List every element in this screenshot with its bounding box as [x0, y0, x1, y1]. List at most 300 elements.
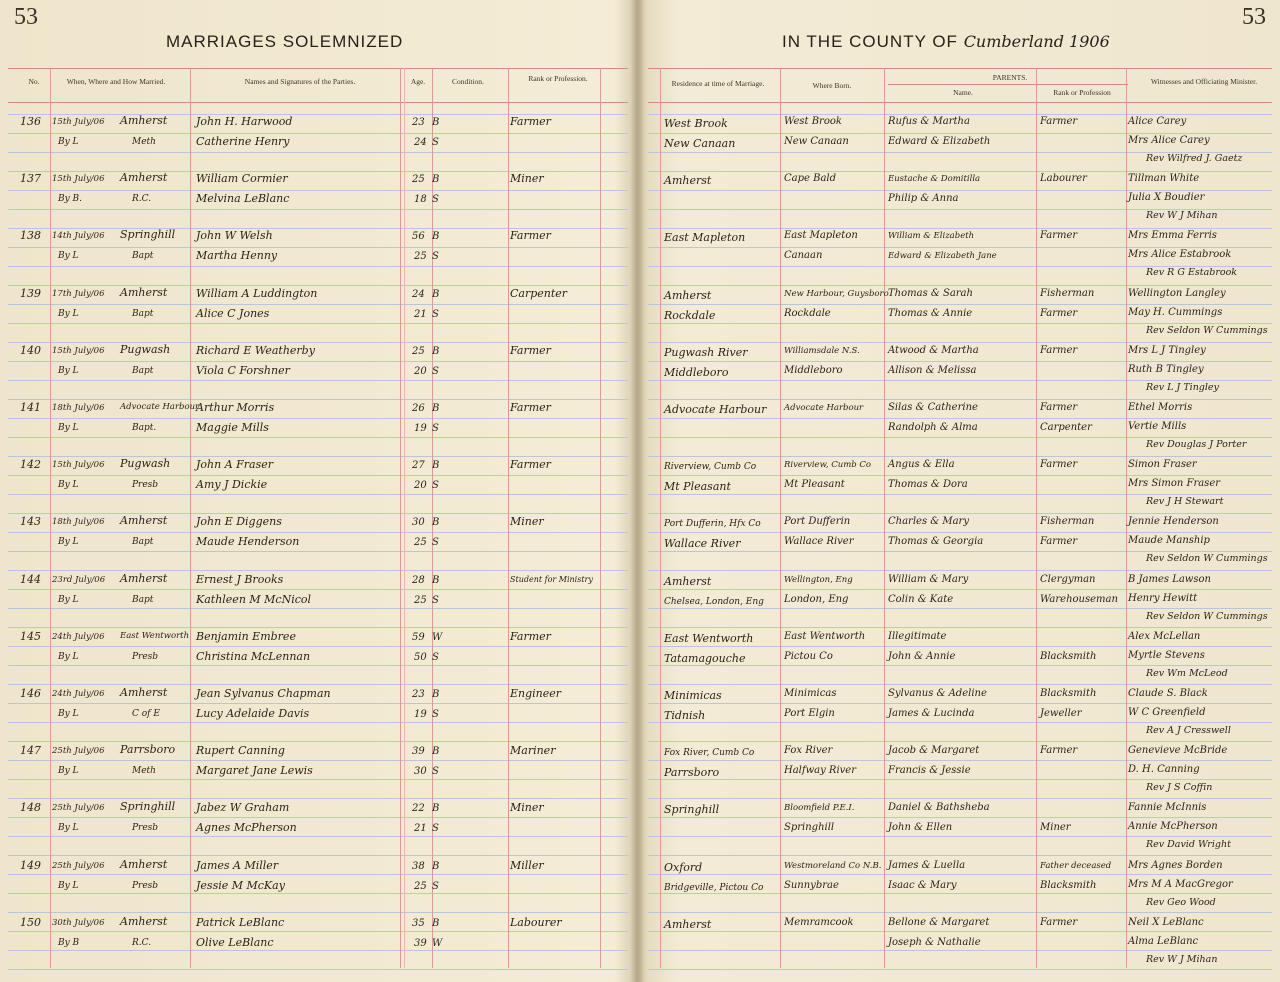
groom-profession: Student for Ministry [510, 574, 593, 584]
entry-number: 141 [20, 401, 41, 414]
groom-condition: B [432, 746, 440, 758]
groom-profession: Mariner [510, 744, 556, 758]
bride-parents: Thomas & Georgia [888, 536, 984, 548]
groom-condition: B [432, 345, 440, 357]
ruled-line [8, 684, 628, 685]
groom-parents-profession: Fisherman [1040, 287, 1095, 299]
groom-residence: Oxford [664, 860, 703, 874]
marriage-date: 25th July/06 [52, 803, 105, 814]
ruled-line [648, 798, 1272, 799]
groom-age: 39 [412, 746, 425, 758]
ruled-line [648, 114, 1272, 115]
page-number-right: 53 [1242, 4, 1266, 30]
ruled-line [8, 836, 628, 837]
ruled-line [648, 646, 1272, 647]
groom-parents-profession: Farmer [1040, 344, 1078, 356]
witness-1: Jennie Henderson [1128, 516, 1219, 528]
ruled-line [8, 513, 628, 514]
denomination: Presb [132, 823, 159, 834]
groom-condition: B [432, 917, 440, 929]
bride-condition: S [432, 537, 439, 549]
groom-condition: B [432, 689, 440, 700]
groom-birthplace: East Mapleton [784, 230, 858, 242]
marriage-date: 15th July/06 [52, 174, 105, 185]
bride-parents-profession: Blacksmith [1040, 650, 1097, 662]
witness-1: B James Lawson [1128, 573, 1211, 585]
witness-2: Ruth B Tingley [1128, 363, 1204, 375]
groom-name: Ernest J Brooks [196, 572, 284, 586]
bride-birthplace: New Canaan [784, 136, 849, 147]
witness-1: Genevieve McBride [1128, 745, 1228, 757]
bride-parents: Colin & Kate [888, 593, 954, 605]
marriage-date: 25th July/06 [52, 746, 105, 757]
marriage-place: Amherst [120, 114, 168, 127]
groom-name: Arthur Morris [196, 401, 275, 414]
groom-parents: Daniel & Bathsheba [888, 802, 990, 814]
ruled-line [8, 779, 628, 780]
groom-residence: Amherst [664, 574, 712, 588]
bride-condition: S [432, 594, 439, 606]
ruled-line [8, 475, 628, 476]
marriage-date: 17th July/06 [52, 288, 105, 299]
header-age: Age. [410, 77, 426, 86]
ruled-line [648, 608, 1272, 609]
marriage-how: By L [58, 709, 79, 719]
ruled-line [648, 171, 1272, 172]
groom-residence: Riverview, Cumb Co [664, 462, 757, 473]
groom-condition: B [432, 460, 440, 472]
header-parent-rank: Rank or Profession [1053, 88, 1111, 97]
bride-birthplace: Springhill [784, 822, 835, 834]
groom-birthplace: Memramcook [784, 916, 854, 928]
groom-birthplace: Williamsdale N.S. [784, 345, 860, 356]
denomination: Meth [132, 137, 156, 147]
bride-parents: Isaac & Mary [888, 879, 957, 891]
groom-parents-profession: Farmer [1040, 459, 1078, 471]
groom-age: 30 [412, 517, 425, 529]
marriage-how: By B. [58, 194, 83, 205]
bride-condition: S [432, 365, 439, 377]
ruled-line [648, 627, 1272, 628]
groom-residence: West Brook [664, 117, 728, 130]
witness-2: Vertie Mills [1128, 421, 1187, 432]
groom-parents: Angus & Ella [888, 459, 955, 471]
bride-age: 21 [414, 308, 427, 320]
groom-residence: Port Dufferin, Hfx Co [664, 519, 761, 530]
denomination: R.C. [132, 194, 152, 205]
groom-parents-profession: Fisherman [1040, 516, 1095, 528]
bride-birthplace: Canaan [784, 250, 823, 262]
entry-number: 137 [20, 172, 41, 186]
groom-parents-profession: Labourer [1040, 173, 1087, 185]
bride-birthplace: London, Eng [784, 593, 849, 605]
groom-profession: Miner [510, 801, 544, 815]
groom-parents-profession: Blacksmith [1040, 688, 1097, 699]
ruled-line [8, 950, 628, 951]
bride-name: Olive LeBlanc [196, 935, 274, 949]
ruled-line [8, 532, 628, 533]
groom-birthplace: Westmoreland Co N.B. [784, 860, 882, 871]
groom-parents-profession: Farmer [1040, 745, 1078, 757]
bride-residence: Wallace River [664, 537, 741, 551]
witness-2: Mrs M A MacGregor [1128, 878, 1233, 890]
bride-condition: S [432, 251, 439, 263]
ruled-line [8, 304, 628, 305]
bride-age: 20 [414, 365, 427, 377]
denomination: Meth [132, 766, 156, 777]
witness-1: Mrs Emma Ferris [1128, 230, 1217, 242]
marriage-place: Advocate Harbour [120, 402, 200, 412]
officiating-minister: Rev L J Tingley [1146, 381, 1219, 393]
witness-1: Ethel Morris [1128, 402, 1193, 413]
ruled-line [8, 133, 628, 134]
entry-number: 145 [20, 629, 41, 643]
bride-birthplace: Rockdale [784, 307, 831, 319]
groom-parents-profession: Clergyman [1040, 573, 1096, 585]
denomination: Presb [132, 651, 159, 662]
groom-profession: Farmer [510, 629, 551, 643]
officiating-minister: Rev Douglas J Porter [1146, 439, 1247, 450]
header-born: Where Born. [812, 81, 852, 90]
officiating-minister: Rev Seldon W Cummings [1146, 324, 1268, 336]
column-rule [1036, 68, 1037, 968]
ruled-line [648, 494, 1272, 495]
denomination: Bapt [132, 594, 154, 605]
groom-age: 59 [412, 631, 425, 643]
entry-number: 149 [20, 858, 41, 872]
ruled-line [8, 380, 628, 381]
groom-profession: Engineer [510, 687, 562, 700]
officiating-minister: Rev W J Mihan [1146, 953, 1218, 965]
ruled-line [8, 665, 628, 666]
marriage-date: 23rd July/06 [52, 574, 106, 585]
ruled-line [648, 456, 1272, 457]
bride-parents: Joseph & Nathalie [888, 936, 981, 948]
witness-1: Simon Fraser [1128, 459, 1197, 471]
groom-residence: East Wentworth [664, 631, 754, 645]
ruled-line [8, 874, 628, 875]
bride-parents-profession: Farmer [1040, 536, 1078, 548]
groom-birthplace: Minimicas [784, 688, 837, 699]
witness-1: Alice Carey [1128, 116, 1187, 127]
column-rule [660, 68, 661, 968]
marriage-how: By L [58, 766, 79, 777]
ruled-line [648, 589, 1272, 590]
marriage-place: Pugwash [120, 342, 171, 356]
entry-number: 142 [20, 458, 41, 472]
witness-2: W C Greenfield [1128, 707, 1206, 718]
entry-number: 144 [20, 572, 41, 586]
groom-condition: W [432, 631, 443, 643]
bride-name: Alice C Jones [196, 306, 270, 320]
groom-age: 28 [412, 574, 425, 586]
marriage-how: By L [58, 651, 79, 662]
ruled-line [8, 627, 628, 628]
ruled-line [8, 646, 628, 647]
ruled-line [648, 931, 1272, 932]
marriage-date: 30th July/06 [52, 917, 105, 928]
ruled-line [648, 665, 1272, 666]
ruled-line [648, 304, 1272, 305]
marriage-place: Springhill [120, 800, 176, 814]
groom-condition: B [432, 403, 440, 414]
ruled-line [648, 741, 1272, 742]
marriage-date: 18th July/06 [52, 517, 105, 528]
ruled-line [648, 475, 1272, 476]
bride-age: 19 [414, 423, 427, 434]
bride-condition: S [432, 651, 439, 663]
bride-age: 18 [414, 194, 427, 206]
groom-residence: Amherst [664, 917, 712, 931]
denomination: Bapt [132, 537, 154, 548]
bride-condition: S [432, 480, 439, 492]
ruled-line [648, 133, 1272, 134]
groom-profession: Farmer [510, 401, 551, 414]
column-rule [190, 68, 191, 968]
groom-age: 22 [412, 803, 425, 815]
column-rule [404, 68, 405, 968]
bride-name: Melvina LeBlanc [196, 192, 290, 206]
groom-residence: East Mapleton [664, 231, 746, 245]
ruled-line [648, 912, 1272, 913]
column-rule [508, 68, 509, 968]
bride-age: 25 [414, 537, 427, 549]
ruled-line [648, 418, 1272, 419]
ruled-line [8, 912, 628, 913]
marriage-place: Amherst [120, 857, 168, 871]
marriage-place: Parrsboro [120, 743, 176, 757]
officiating-minister: Rev R G Estabrook [1146, 267, 1238, 279]
groom-condition: B [432, 231, 440, 243]
groom-profession: Farmer [510, 115, 551, 128]
groom-parents-profession: Father deceased [1040, 860, 1112, 871]
ruled-line [8, 931, 628, 932]
groom-name: James A Miller [196, 858, 279, 872]
ruled-line [648, 570, 1272, 571]
groom-parents: Rufus & Martha [888, 116, 970, 127]
groom-profession: Miner [510, 172, 544, 186]
entry-number: 138 [20, 229, 41, 243]
groom-name: William Cormier [196, 172, 288, 186]
groom-name: Richard E Weatherby [196, 343, 315, 357]
book-spine [630, 0, 644, 982]
bride-parents-profession: Miner [1040, 822, 1071, 834]
bride-residence: Rockdale [664, 308, 716, 322]
groom-age: 38 [412, 860, 425, 872]
bride-name: Christina McLennan [196, 649, 311, 663]
ruled-line [648, 532, 1272, 533]
denomination: C of E [132, 709, 160, 719]
bride-parents: Randolph & Alma [888, 422, 978, 433]
groom-age: 26 [412, 403, 425, 414]
bride-parents: Francis & Jessie [888, 765, 971, 777]
marriage-place: Amherst [120, 171, 168, 185]
groom-birthplace: East Wentworth [784, 630, 866, 642]
bride-name: Lucy Adelaide Davis [196, 707, 310, 720]
ruled-line [648, 779, 1272, 780]
denomination: Presb [132, 880, 159, 891]
groom-age: 56 [412, 231, 425, 243]
groom-condition: B [432, 860, 440, 872]
bride-condition: S [432, 137, 439, 148]
groom-residence: Springhill [664, 803, 720, 817]
groom-birthplace: Fox River [784, 745, 833, 757]
page-title-right [782, 32, 1110, 52]
witness-2: Annie McPherson [1128, 821, 1218, 833]
ruled-line [648, 684, 1272, 685]
header-residence: Residence at time of Marriage. [671, 79, 765, 88]
ruled-line [8, 855, 628, 856]
groom-age: 23 [412, 117, 425, 128]
header-condition: Condition. [452, 77, 484, 86]
bride-birthplace: Port Elgin [784, 708, 835, 719]
ruled-line [8, 741, 628, 742]
bride-condition: S [432, 880, 439, 892]
witness-2: Henry Hewitt [1128, 592, 1198, 604]
marriage-place: Springhill [120, 228, 176, 242]
witness-2: Mrs Alice Estabrook [1128, 249, 1232, 261]
page-number-left: 53 [14, 4, 38, 30]
bride-parents: Thomas & Dora [888, 479, 968, 491]
bride-birthplace: Middleboro [784, 364, 843, 376]
ruled-line [648, 950, 1272, 951]
ruled-line [8, 817, 628, 818]
groom-name: Jabez W Graham [196, 801, 290, 815]
header-rank: Rank or Profession. [528, 74, 588, 83]
header-no: No. [28, 77, 40, 86]
groom-birthplace: Bloomfield P.E.I. [784, 803, 855, 814]
bride-name: Viola C Forshner [196, 363, 290, 377]
ruled-line [8, 361, 628, 362]
groom-parents: Atwood & Martha [888, 344, 979, 356]
bride-parents-profession: Warehouseman [1040, 593, 1118, 605]
header-parents: PARENTS. [992, 73, 1028, 82]
column-rule [1126, 68, 1127, 968]
bride-name: Jessie M McKay [196, 878, 285, 892]
marriage-date: 24th July/06 [52, 631, 105, 642]
marriage-how: By L [58, 880, 79, 891]
witness-1: Fannie McInnis [1128, 802, 1207, 814]
bride-birthplace: Sunnybrae [784, 879, 839, 891]
ruled-line [648, 342, 1272, 343]
header-rule-bottom-left [8, 102, 628, 103]
groom-name: John E Diggens [196, 515, 282, 529]
marriage-place: Amherst [120, 571, 168, 585]
marriage-date: 14th July/06 [52, 231, 105, 242]
bride-parents-profession: Jeweller [1040, 708, 1082, 719]
witness-2: Mrs Simon Fraser [1128, 478, 1221, 490]
ruled-line [648, 361, 1272, 362]
groom-name: Patrick LeBlanc [196, 915, 285, 929]
bride-parents: John & Annie [888, 650, 956, 662]
marriage-place: Amherst [120, 686, 168, 699]
entry-number: 148 [20, 801, 41, 815]
ruled-line [648, 703, 1272, 704]
marriage-how: By L [58, 537, 79, 548]
groom-residence: Amherst [664, 174, 712, 188]
column-rule [50, 68, 51, 968]
groom-parents: Thomas & Sarah [888, 287, 973, 299]
bride-age: 24 [414, 137, 427, 148]
groom-parents: Charles & Mary [888, 516, 969, 528]
groom-profession: Miner [510, 515, 544, 529]
bride-birthplace: Wallace River [784, 536, 854, 548]
witness-1: Mrs L J Tingley [1128, 344, 1206, 356]
groom-profession: Farmer [510, 343, 551, 357]
marriage-how: By L [58, 137, 79, 147]
ruled-line [648, 722, 1272, 723]
bride-parents-profession: Farmer [1040, 307, 1078, 319]
ruled-line [648, 551, 1272, 552]
groom-birthplace: Cape Bald [784, 173, 837, 185]
header-rule-bottom-right [648, 102, 1272, 103]
bride-age: 25 [414, 880, 427, 892]
marriage-place: Amherst [120, 514, 168, 528]
header-rule-parents [888, 84, 1128, 85]
ruled-line [8, 722, 628, 723]
marriage-place: Pugwash [120, 457, 171, 471]
page-title-left: MARRIAGES SOLEMNIZED [166, 32, 404, 51]
witness-1: Wellington Langley [1128, 287, 1226, 299]
groom-parents: James & Luella [888, 859, 966, 871]
entry-number: 136 [20, 115, 41, 128]
bride-residence: Bridgeville, Pictou Co [664, 882, 764, 893]
marriage-how: By L [58, 480, 79, 491]
groom-parents: Bellone & Margaret [888, 916, 990, 928]
marriage-date: 18th July/06 [52, 403, 105, 413]
bride-residence: Chelsea, London, Eng [664, 596, 764, 607]
ruled-line [648, 437, 1272, 438]
entry-number: 143 [20, 515, 41, 529]
groom-parents: Silas & Catherine [888, 402, 978, 413]
witness-1: Alex McLellan [1128, 630, 1201, 642]
witness-1: Mrs Agnes Borden [1128, 859, 1223, 871]
bride-condition: S [432, 423, 439, 434]
witness-1: Tillman White [1128, 173, 1200, 185]
officiating-minister: Rev W J Mihan [1146, 210, 1218, 222]
witness-2: Alma LeBlanc [1128, 935, 1199, 947]
ruled-line [648, 817, 1272, 818]
marriage-how: By L [58, 365, 79, 376]
marriage-date: 24th July/06 [52, 689, 105, 699]
groom-birthplace: Wellington, Eng [784, 574, 853, 585]
header-names: Names and Signatures of the Parties. [244, 77, 356, 86]
officiating-minister: Rev David Wright [1146, 839, 1231, 851]
bride-residence: Middleboro [664, 365, 729, 379]
groom-profession: Miller [510, 858, 544, 872]
ruled-line [8, 456, 628, 457]
bride-name: Agnes McPherson [196, 821, 297, 835]
bride-birthplace: Halfway River [784, 765, 857, 777]
witness-2: Julia X Boudier [1128, 192, 1205, 204]
groom-parents: Jacob & Margaret [888, 745, 980, 757]
ruled-line [8, 247, 628, 248]
bride-condition: S [432, 308, 439, 320]
header-witnesses: Witnesses and Officiating Minister. [1150, 77, 1258, 86]
bride-condition: S [432, 766, 439, 778]
officiating-minister: Rev Seldon W Cummings [1146, 610, 1268, 622]
marriage-how: By L [58, 823, 79, 834]
ruled-line [8, 969, 628, 970]
bride-age: 25 [414, 251, 427, 263]
ruled-line [648, 399, 1272, 400]
bride-parents: Allison & Melissa [888, 364, 977, 376]
bride-parents-profession: Blacksmith [1040, 879, 1097, 891]
bride-age: 50 [414, 651, 427, 663]
witness-2: Mrs Alice Carey [1128, 135, 1210, 146]
groom-parents: William & Mary [888, 573, 969, 585]
header-when: When, Where and How Married. [66, 77, 166, 86]
